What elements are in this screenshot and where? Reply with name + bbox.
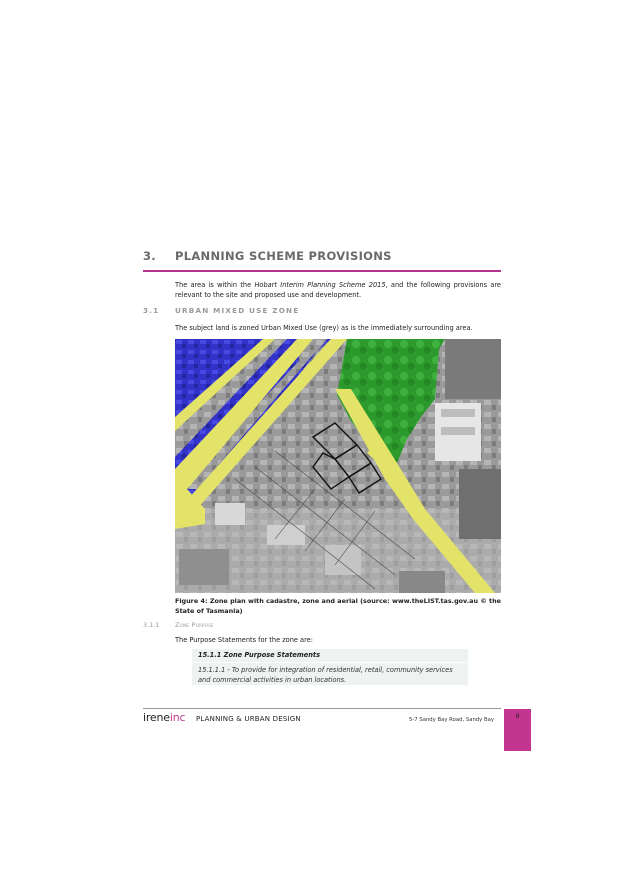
scheme-name: Hobart Interim Planning Scheme 2015 — [254, 281, 386, 289]
section-title: PLANNING SCHEME PROVISIONS — [175, 249, 392, 263]
footer-address: 5-7 Sandy Bay Road, Sandy Bay — [409, 717, 494, 723]
building-white-roof-2 — [441, 427, 475, 435]
intro-text-a: The area is within the — [175, 281, 255, 289]
quote-divider — [192, 662, 468, 663]
building-lower-4 — [179, 549, 229, 585]
company-logo — [143, 711, 185, 724]
building-grey-right — [459, 469, 501, 539]
subsection-number: 3.1 — [143, 306, 160, 315]
building-lower-2 — [267, 525, 305, 545]
page-number: 9 — [515, 713, 520, 720]
logo-subtitle: PLANNING & URBAN DESIGN — [196, 715, 301, 723]
building-grey-top-right — [445, 339, 501, 399]
zone-paragraph: The subject land is zoned Urban Mixed Use (grey) as is the immediately surrounding area. — [175, 324, 473, 332]
building-white-roof-1 — [441, 409, 475, 417]
intro-paragraph — [175, 280, 501, 301]
building-lower-1 — [215, 503, 245, 525]
building-lower-3 — [325, 545, 361, 575]
figure-caption: Figure 4: Zone plan with cadastre, zone and aerial (source: www.theLIST.tas.gov.au © the State of Tasmania) — [175, 597, 501, 615]
subsection-title: URBAN MIXED USE ZONE — [175, 306, 300, 315]
purpose-paragraph: The Purpose Statements for the zone are: — [175, 636, 313, 644]
logo-irene: irene — [143, 711, 170, 724]
purpose-quote-box — [192, 649, 468, 685]
subsubsection-title: Zone Purpose — [175, 621, 214, 629]
zone-map-svg — [175, 339, 501, 593]
footer-rule — [143, 708, 501, 709]
building-lower-5 — [399, 571, 445, 593]
zone-map — [175, 339, 501, 593]
logo-inc: inc — [169, 711, 186, 724]
quote-body: 15.1.1.1 - To provide for integration of residential, retail, community services and commercial activities in urban locations. — [198, 666, 453, 685]
intro-text-b: , and the following provisions are relevant to the site and proposed use and development. — [175, 281, 501, 300]
quote-title: 15.1.1 Zone Purpose Statements — [198, 651, 321, 659]
heading-rule — [143, 270, 501, 272]
subsubsection-number: 3.1.1 — [143, 621, 160, 629]
section-number: 3. — [143, 249, 156, 263]
